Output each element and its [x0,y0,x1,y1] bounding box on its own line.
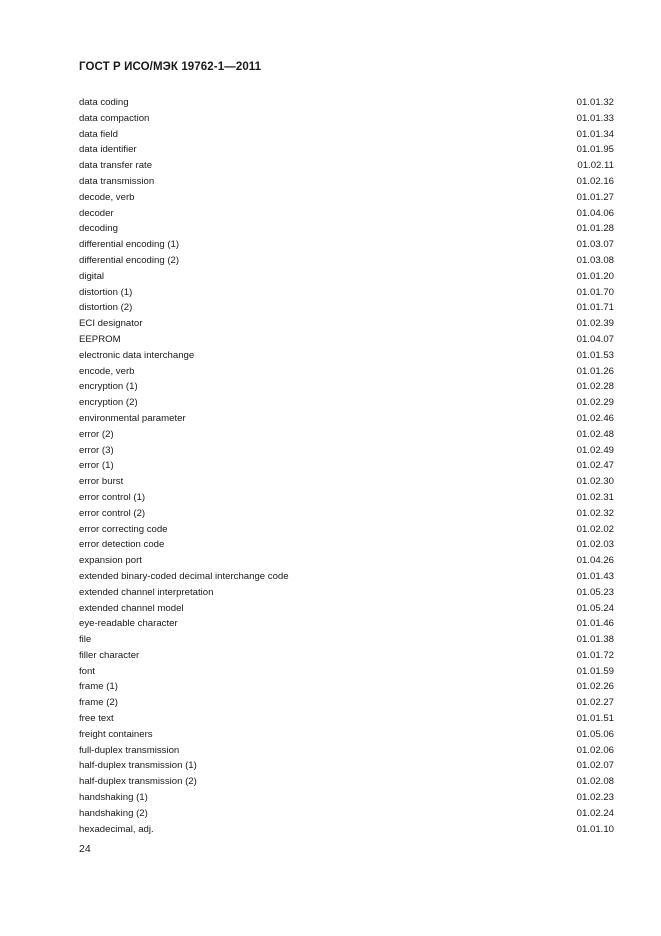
index-code: 01.01.59 [576,665,614,677]
index-code: 01.01.10 [576,823,614,835]
index-entry [79,664,614,680]
index-entry [79,727,614,743]
index-code: 01.02.32 [576,507,614,519]
index-code: 01.04.26 [576,555,614,567]
index-entry [79,537,614,553]
index-entry [79,332,614,348]
index-entry [79,221,614,237]
index-entry [79,474,614,490]
index-term: ECI designator [79,318,143,330]
index-term: distortion (2) [79,302,133,314]
index-code: 01.02.29 [576,397,614,409]
index-entry [79,522,614,538]
index-entry [79,300,614,316]
index-entry [79,616,614,632]
index-code: 01.01.46 [576,618,614,630]
index-term: error control (2) [79,507,146,519]
index-entry [79,206,614,222]
index-entry [79,269,614,285]
index-code: 01.02.07 [576,760,614,772]
index-entry [79,348,614,364]
index-term: error detection code [79,539,165,551]
index-entry [79,490,614,506]
index-term: free text [79,713,114,725]
index-term: extended channel model [79,602,184,614]
index-term: error (2) [79,428,114,440]
index-term: error (1) [79,460,114,472]
index-term: data transmission [79,175,155,187]
index-term: error control (1) [79,491,146,503]
index-term: data field [79,128,118,140]
index-term: encode, verb [79,365,135,377]
index-code: 01.02.46 [576,412,614,424]
index-code: 01.01.32 [576,97,614,108]
index-term: error burst [79,476,124,488]
index-code: 01.02.28 [576,381,614,393]
index-term: frame (2) [79,697,118,709]
index-term: expansion port [79,555,142,567]
index-term: encryption (2) [79,397,138,409]
index-code: 01.01.34 [576,128,614,140]
index-term: environmental parameter [79,412,186,424]
index-code: 01.02.49 [576,444,614,456]
page-number: 24 [79,843,91,855]
index-term: digital [79,270,105,282]
index-entry [79,174,614,190]
index-entry [79,364,614,380]
index-code: 01.02.16 [576,175,614,187]
index-code: 01.02.47 [576,460,614,472]
index-code: 01.02.27 [576,697,614,709]
index-code: 01.05.24 [576,602,614,614]
index-entry [79,758,614,774]
index-term: decoding [79,223,118,235]
index-term: extended channel interpretation [79,586,214,598]
index-code: 01.02.02 [576,523,614,535]
index-code: 01.01.95 [576,144,614,156]
index-code: 01.02.08 [576,776,614,788]
index-code: 01.02.06 [576,744,614,756]
index-code: 01.01.20 [576,270,614,282]
index-code: 01.05.06 [576,728,614,740]
index-code: 01.01.38 [576,634,614,646]
index-entry [79,411,614,427]
index-entry [79,190,614,206]
index-term: error correcting code [79,523,168,535]
index-term: electronic data interchange [79,349,195,361]
index-term: half-duplex transmission (1) [79,760,197,772]
index-entry [79,111,614,127]
index-code: 01.04.07 [576,333,614,345]
index-entry [79,443,614,459]
index-code: 01.02.03 [576,539,614,551]
index-code: 01.05.23 [576,586,614,598]
index-code: 01.04.06 [576,207,614,219]
index-entry [79,743,614,759]
index-code: 01.01.26 [576,365,614,377]
index-term: handshaking (2) [79,807,148,819]
index-code: 01.02.11 [577,160,614,172]
index-term: file [79,634,92,646]
index-code: 01.03.07 [576,239,614,251]
index-entry [79,253,614,269]
index-entry [79,806,614,822]
index-entry [79,237,614,253]
index-entry [79,379,614,395]
index-entry [79,458,614,474]
index-entry [79,695,614,711]
index-term: hexadecimal, adj. [79,823,154,835]
index-entry [79,285,614,301]
index-code: 01.02.26 [576,681,614,693]
index-entry [79,427,614,443]
index-entry [79,601,614,617]
term-index-list [79,95,614,837]
index-term: eye-readable character [79,618,178,630]
index-code: 01.01.72 [576,649,614,661]
index-entry [79,316,614,332]
index-code: 01.02.31 [576,491,614,503]
index-term: half-duplex transmission (2) [79,776,197,788]
index-term: encryption (1) [79,381,138,393]
index-term: data compaction [79,112,150,124]
index-code: 01.02.48 [576,428,614,440]
index-term: handshaking (1) [79,792,148,804]
index-term: filler character [79,649,140,661]
index-term: EEPROM [79,333,121,345]
index-entry [79,585,614,601]
index-term: differential encoding (2) [79,254,180,266]
index-term: data identifier [79,144,137,156]
index-code: 01.01.27 [576,191,614,203]
index-entry [79,774,614,790]
index-entry [79,711,614,727]
index-code: 01.02.30 [576,476,614,488]
index-term: distortion (1) [79,286,133,298]
index-entry [79,790,614,806]
index-term: data transfer rate [79,160,153,172]
document-header: ГОСТ Р ИСО/МЭК 19762-1—2011 [79,61,262,73]
index-entry [79,95,614,111]
index-term: error (3) [79,444,114,456]
index-term: font [79,665,96,677]
index-term: full-duplex transmission [79,744,180,756]
index-entry [79,822,614,838]
index-entry [79,158,614,174]
index-term: decoder [79,207,114,219]
index-entry [79,127,614,143]
index-entry [79,506,614,522]
index-term: data coding [79,97,129,108]
index-term: differential encoding (1) [79,239,180,251]
index-code: 01.01.71 [576,302,614,314]
index-term: extended binary-coded decimal interchange code [79,570,289,582]
index-term: frame (1) [79,681,118,693]
index-code: 01.03.08 [576,254,614,266]
index-code: 01.02.23 [576,792,614,804]
index-code: 01.01.28 [576,223,614,235]
index-entry [79,569,614,585]
index-entry [79,648,614,664]
index-code: 01.01.43 [576,570,614,582]
index-code: 01.01.51 [576,713,614,725]
index-entry [79,679,614,695]
index-code: 01.01.33 [576,112,614,124]
index-entry [79,395,614,411]
index-term: decode, verb [79,191,135,203]
index-entry [79,632,614,648]
index-code: 01.01.70 [576,286,614,298]
index-entry [79,553,614,569]
index-code: 01.01.53 [576,349,614,361]
index-entry [79,142,614,158]
index-code: 01.02.39 [576,318,614,330]
index-code: 01.02.24 [576,807,614,819]
index-term: freight containers [79,728,153,740]
